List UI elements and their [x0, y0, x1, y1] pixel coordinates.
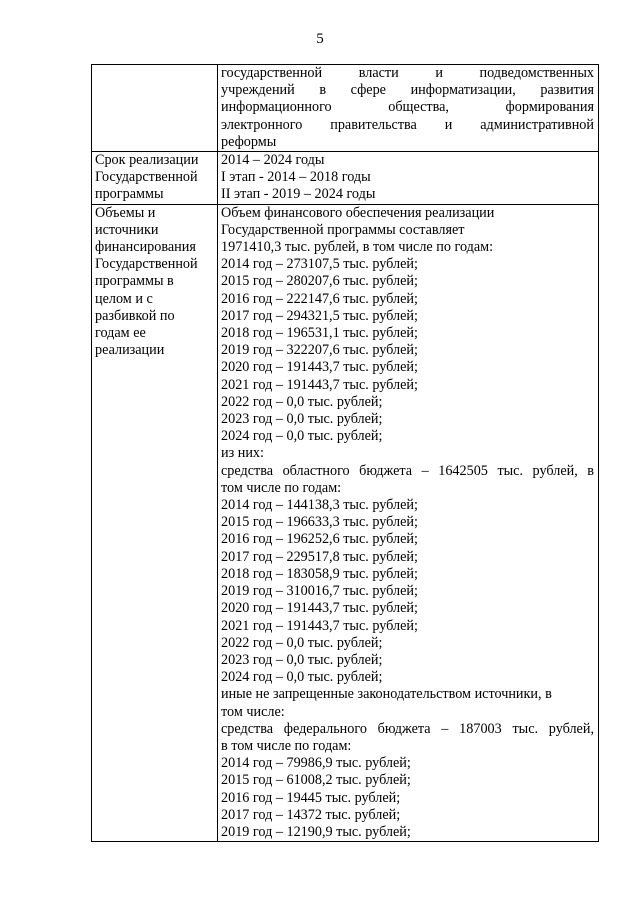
year-line: 2023 год – 0,0 тыс. рублей; [221, 651, 383, 668]
text-line: средства областного бюджета – 1642505 тыс. рублей, в [221, 462, 594, 479]
year-line: 2016 год – 196252,6 тыс. рублей; [221, 531, 418, 548]
year-line: 2019 год – 310016,7 тыс. рублей; [221, 583, 418, 600]
label-line: годам ее [95, 325, 146, 342]
year-line: 2019 год – 322207,6 тыс. рублей; [221, 342, 418, 359]
year-line: 2022 год – 0,0 тыс. рублей; [221, 393, 383, 410]
year-line: 2015 год – 61008,2 тыс. рублей; [221, 772, 411, 789]
text-line: государственной власти и подведомственных [221, 65, 594, 81]
label-line: Государственной [95, 169, 198, 186]
row-content-intro [218, 65, 599, 152]
year-line: 2022 год – 0,0 тыс. рублей; [221, 634, 383, 651]
page-number: 5 [316, 31, 324, 47]
table-row [92, 65, 599, 152]
label-line: финансирования [95, 239, 196, 256]
text-line: 2014 – 2024 годы [221, 152, 325, 169]
year-line: 2024 год – 0,0 тыс. рублей; [221, 428, 383, 445]
program-passport-table [91, 64, 599, 842]
year-line: 2024 год – 0,0 тыс. рублей; [221, 669, 383, 686]
year-line: 2017 год – 294321,5 тыс. рублей; [221, 307, 418, 324]
row-content-period [218, 152, 599, 205]
year-line: 2023 год – 0,0 тыс. рублей; [221, 411, 383, 428]
text-line: иные не запрещенные законодательством источники, в [221, 686, 552, 703]
text-line: Объем финансового обеспечения реализации [221, 204, 495, 221]
year-line: 2017 год – 14372 тыс. рублей; [221, 806, 401, 823]
text-line: средства федерального бюджета – 187003 тыс. рублей, [221, 720, 594, 737]
label-line: источники [95, 221, 159, 238]
label-line: разбивкой по [95, 307, 175, 324]
year-line: 2019 год – 12190,9 тыс. рублей; [221, 823, 411, 840]
label-line: реализации [95, 342, 165, 359]
text-line: Государственной программы составляет [221, 221, 465, 238]
text-line: I этап - 2014 – 2018 годы [221, 169, 371, 186]
table-row [92, 152, 599, 205]
text-line: в том числе по годам: [221, 737, 352, 754]
year-line: 2017 год – 229517,8 тыс. рублей; [221, 548, 418, 565]
text-line: из них: [221, 445, 264, 462]
year-line: 2016 год – 19445 тыс. рублей; [221, 789, 401, 806]
text-line: 1971410,3 тыс. рублей, в том числе по годам: [221, 239, 494, 256]
year-line: 2018 год – 196531,1 тыс. рублей; [221, 325, 418, 342]
row-content-funding [218, 204, 599, 842]
year-line: 2018 год – 183058,9 тыс. рублей; [221, 565, 418, 582]
year-line: 2015 год – 196633,3 тыс. рублей; [221, 514, 418, 531]
label-line: программы [95, 186, 164, 203]
row-label-funding [92, 204, 218, 842]
row-label-period [92, 152, 218, 205]
text-line: II этап - 2019 – 2024 годы [221, 186, 376, 203]
text-line: реформы [221, 133, 277, 150]
year-line: 2014 год – 79986,9 тыс. рублей; [221, 755, 411, 772]
text-line: электронного правительства и административной [221, 116, 594, 133]
label-line: целом и с [95, 290, 153, 307]
year-line: 2021 год – 191443,7 тыс. рублей; [221, 617, 418, 634]
table-row [92, 204, 599, 842]
text-line: том числе: [221, 703, 285, 720]
label-line: Объемы и [95, 204, 156, 221]
year-line: 2020 год – 191443,7 тыс. рублей; [221, 359, 418, 376]
year-line: 2015 год – 280207,6 тыс. рублей; [221, 273, 418, 290]
label-line: Государственной [95, 256, 198, 273]
label-line: Срок реализации [95, 152, 199, 169]
year-line: 2014 год – 273107,5 тыс. рублей; [221, 256, 418, 273]
row-label-cell [92, 65, 218, 152]
year-line: 2016 год – 222147,6 тыс. рублей; [221, 290, 418, 307]
year-line: 2020 год – 191443,7 тыс. рублей; [221, 600, 418, 617]
text-line: информационного общества, формирования [221, 99, 594, 116]
text-line: том числе по годам: [221, 479, 342, 496]
text-line: учреждений в сфере информатизации, развития [221, 82, 594, 99]
year-line: 2014 год – 144138,3 тыс. рублей; [221, 497, 418, 514]
year-line: 2021 год – 191443,7 тыс. рублей; [221, 376, 418, 393]
label-line: программы в [95, 273, 174, 290]
